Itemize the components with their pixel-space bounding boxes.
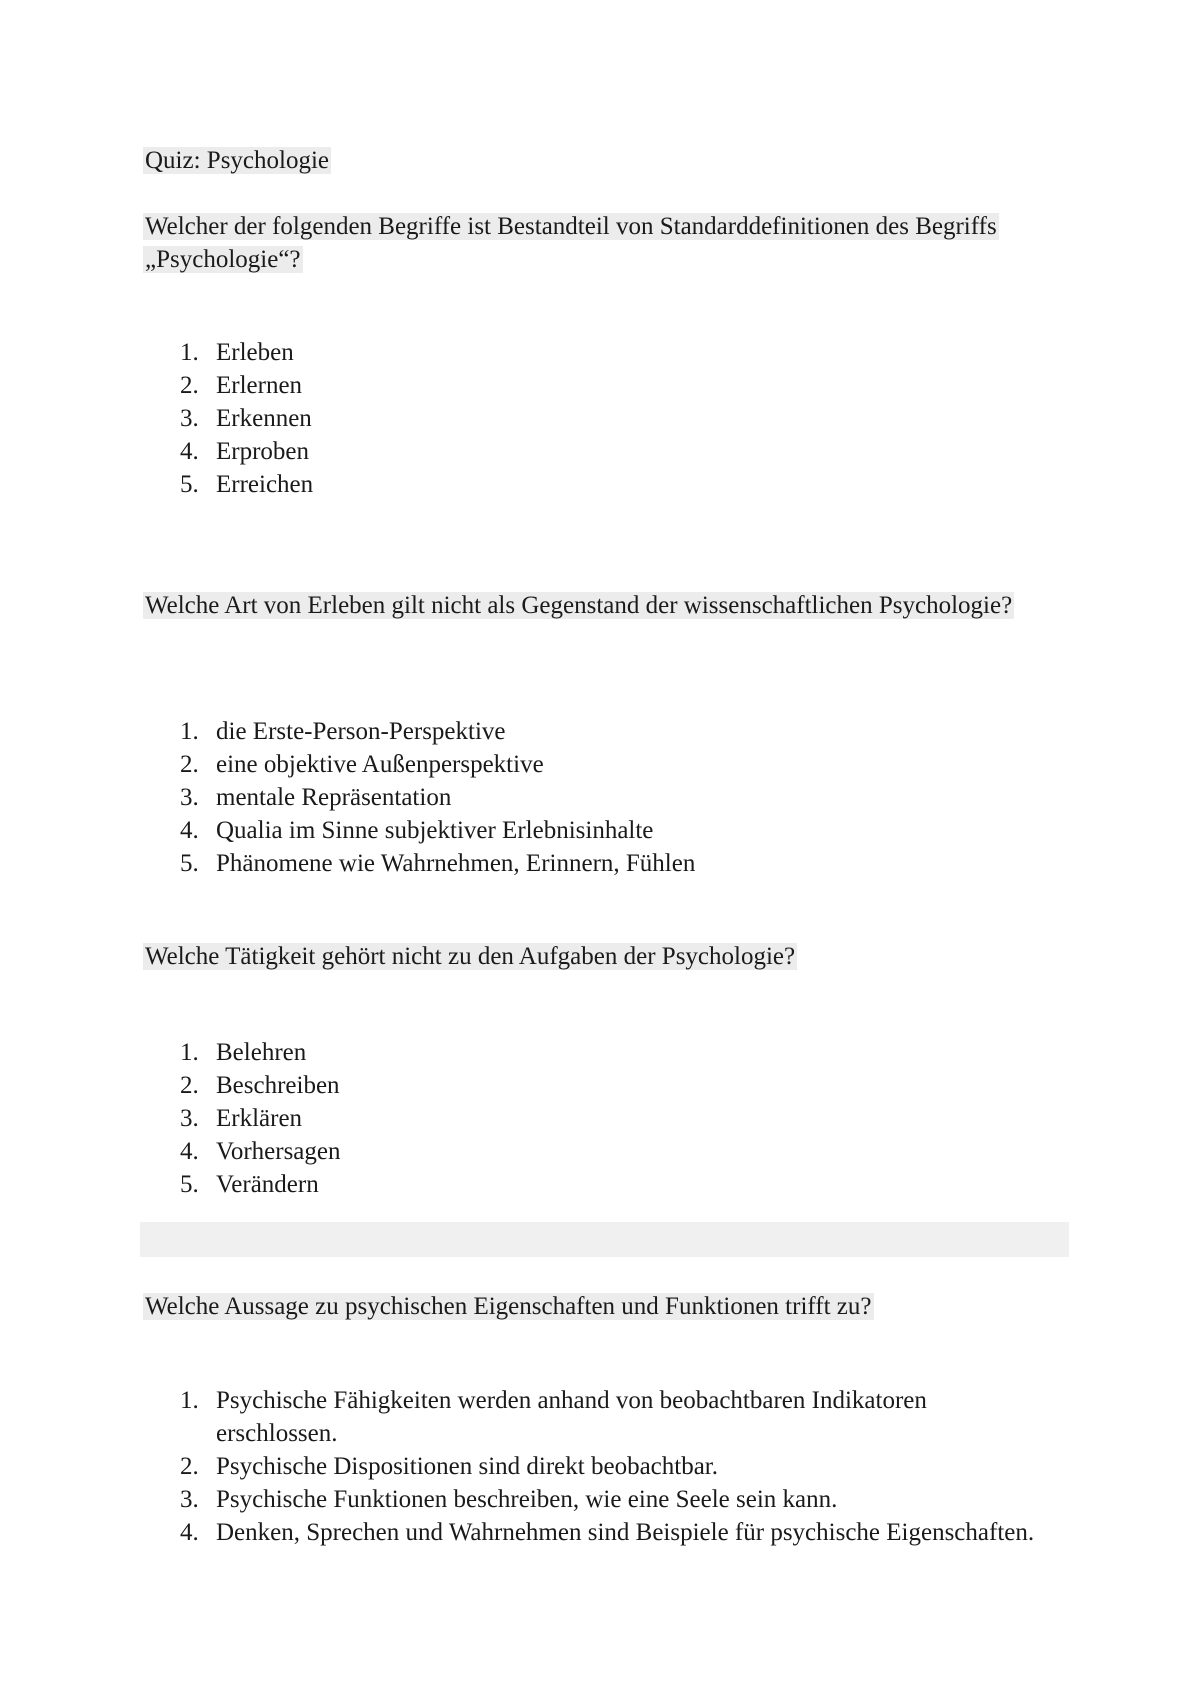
list-item: [160, 402, 1040, 435]
answer-text: Verändern: [216, 1171, 319, 1198]
answer-text: Vorhersagen: [216, 1138, 341, 1165]
list-number: 3.: [180, 1486, 199, 1513]
list-item: [160, 435, 1040, 468]
answer-text: mentale Repräsentation: [216, 784, 452, 811]
answer-list-3: [160, 1036, 1040, 1201]
answer-text: Erkennen: [216, 405, 312, 432]
list-number: 1.: [180, 1387, 199, 1414]
list-item: [160, 781, 1040, 814]
list-item: [160, 1483, 1040, 1516]
list-number: 4.: [180, 1519, 199, 1546]
list-item: [160, 847, 1040, 880]
list-item: [160, 748, 1040, 781]
empty-highlighted-paragraph: [140, 1222, 1069, 1257]
answer-text: eine objektive Außenperspektive: [216, 751, 544, 778]
list-item: [160, 1384, 1040, 1450]
list-item: [160, 369, 1040, 402]
answer-text: Belehren: [216, 1039, 307, 1066]
list-number: 1.: [180, 1039, 199, 1066]
list-number: 2.: [180, 1072, 199, 1099]
list-number: 4.: [180, 1138, 199, 1165]
list-number: 5.: [180, 1171, 199, 1198]
question-3: [143, 940, 1043, 973]
list-item: [160, 336, 1040, 369]
answer-text: Erreichen: [216, 471, 314, 498]
answer-text: Psychische Funktionen beschreiben, wie eine Seele sein kann.: [216, 1486, 838, 1513]
answer-list-4: [160, 1384, 1040, 1549]
answer-text: Qualia im Sinne subjektiver Erlebnisinhalte: [216, 817, 654, 844]
list-item: [160, 1516, 1040, 1549]
list-number: 2.: [180, 751, 199, 778]
answer-text: Erklären: [216, 1105, 303, 1132]
list-item: [160, 1036, 1040, 1069]
question-1: [143, 210, 1043, 276]
list-item: [160, 1069, 1040, 1102]
question-1-text: Welcher der folgenden Begriffe ist Bestandteil von Standarddefinitionen des Begriffs „Psychologie“?: [145, 213, 997, 273]
list-item: [160, 1450, 1040, 1483]
list-number: 3.: [180, 1105, 199, 1132]
answer-text: Psychische Fähigkeiten werden anhand von beobachtbaren Indikatoren erschlossen.: [216, 1387, 927, 1447]
list-number: 3.: [180, 784, 199, 811]
list-item: [160, 1102, 1040, 1135]
list-number: 3.: [180, 405, 199, 432]
list-item: [160, 715, 1040, 748]
list-item: [160, 1135, 1040, 1168]
list-number: 5.: [180, 471, 199, 498]
answer-text: Phänomene wie Wahrnehmen, Erinnern, Fühlen: [216, 850, 696, 877]
answer-text: Erproben: [216, 438, 310, 465]
question-3-text: Welche Tätigkeit gehört nicht zu den Aufgaben der Psychologie?: [145, 943, 796, 970]
answer-text: die Erste-Person-Perspektive: [216, 718, 506, 745]
list-number: 1.: [180, 339, 199, 366]
answer-text: Denken, Sprechen und Wahrnehmen sind Beispiele für psychische Eigenschaften.: [216, 1519, 1035, 1546]
question-2-text: Welche Art von Erleben gilt nicht als Gegenstand der wissenschaftlichen Psychologie?: [145, 592, 1013, 619]
answer-list-1: [160, 336, 1040, 501]
list-number: 5.: [180, 850, 199, 877]
list-number: 1.: [180, 718, 199, 745]
answer-list-2: [160, 715, 1040, 880]
list-item: [160, 468, 1040, 501]
document-title: [143, 144, 331, 177]
document-title-text: Quiz: Psychologie: [145, 147, 330, 174]
list-number: 2.: [180, 372, 199, 399]
question-4: [143, 1290, 1043, 1323]
list-number: 4.: [180, 817, 199, 844]
list-item: [160, 814, 1040, 847]
list-number: 4.: [180, 438, 199, 465]
question-2: [143, 589, 1043, 622]
list-item: [160, 1168, 1040, 1201]
answer-text: Erleben: [216, 339, 294, 366]
question-4-text: Welche Aussage zu psychischen Eigenschaften und Funktionen trifft zu?: [145, 1293, 872, 1320]
list-number: 2.: [180, 1453, 199, 1480]
answer-text: Beschreiben: [216, 1072, 340, 1099]
answer-text: Erlernen: [216, 372, 303, 399]
answer-text: Psychische Dispositionen sind direkt beobachtbar.: [216, 1453, 719, 1480]
